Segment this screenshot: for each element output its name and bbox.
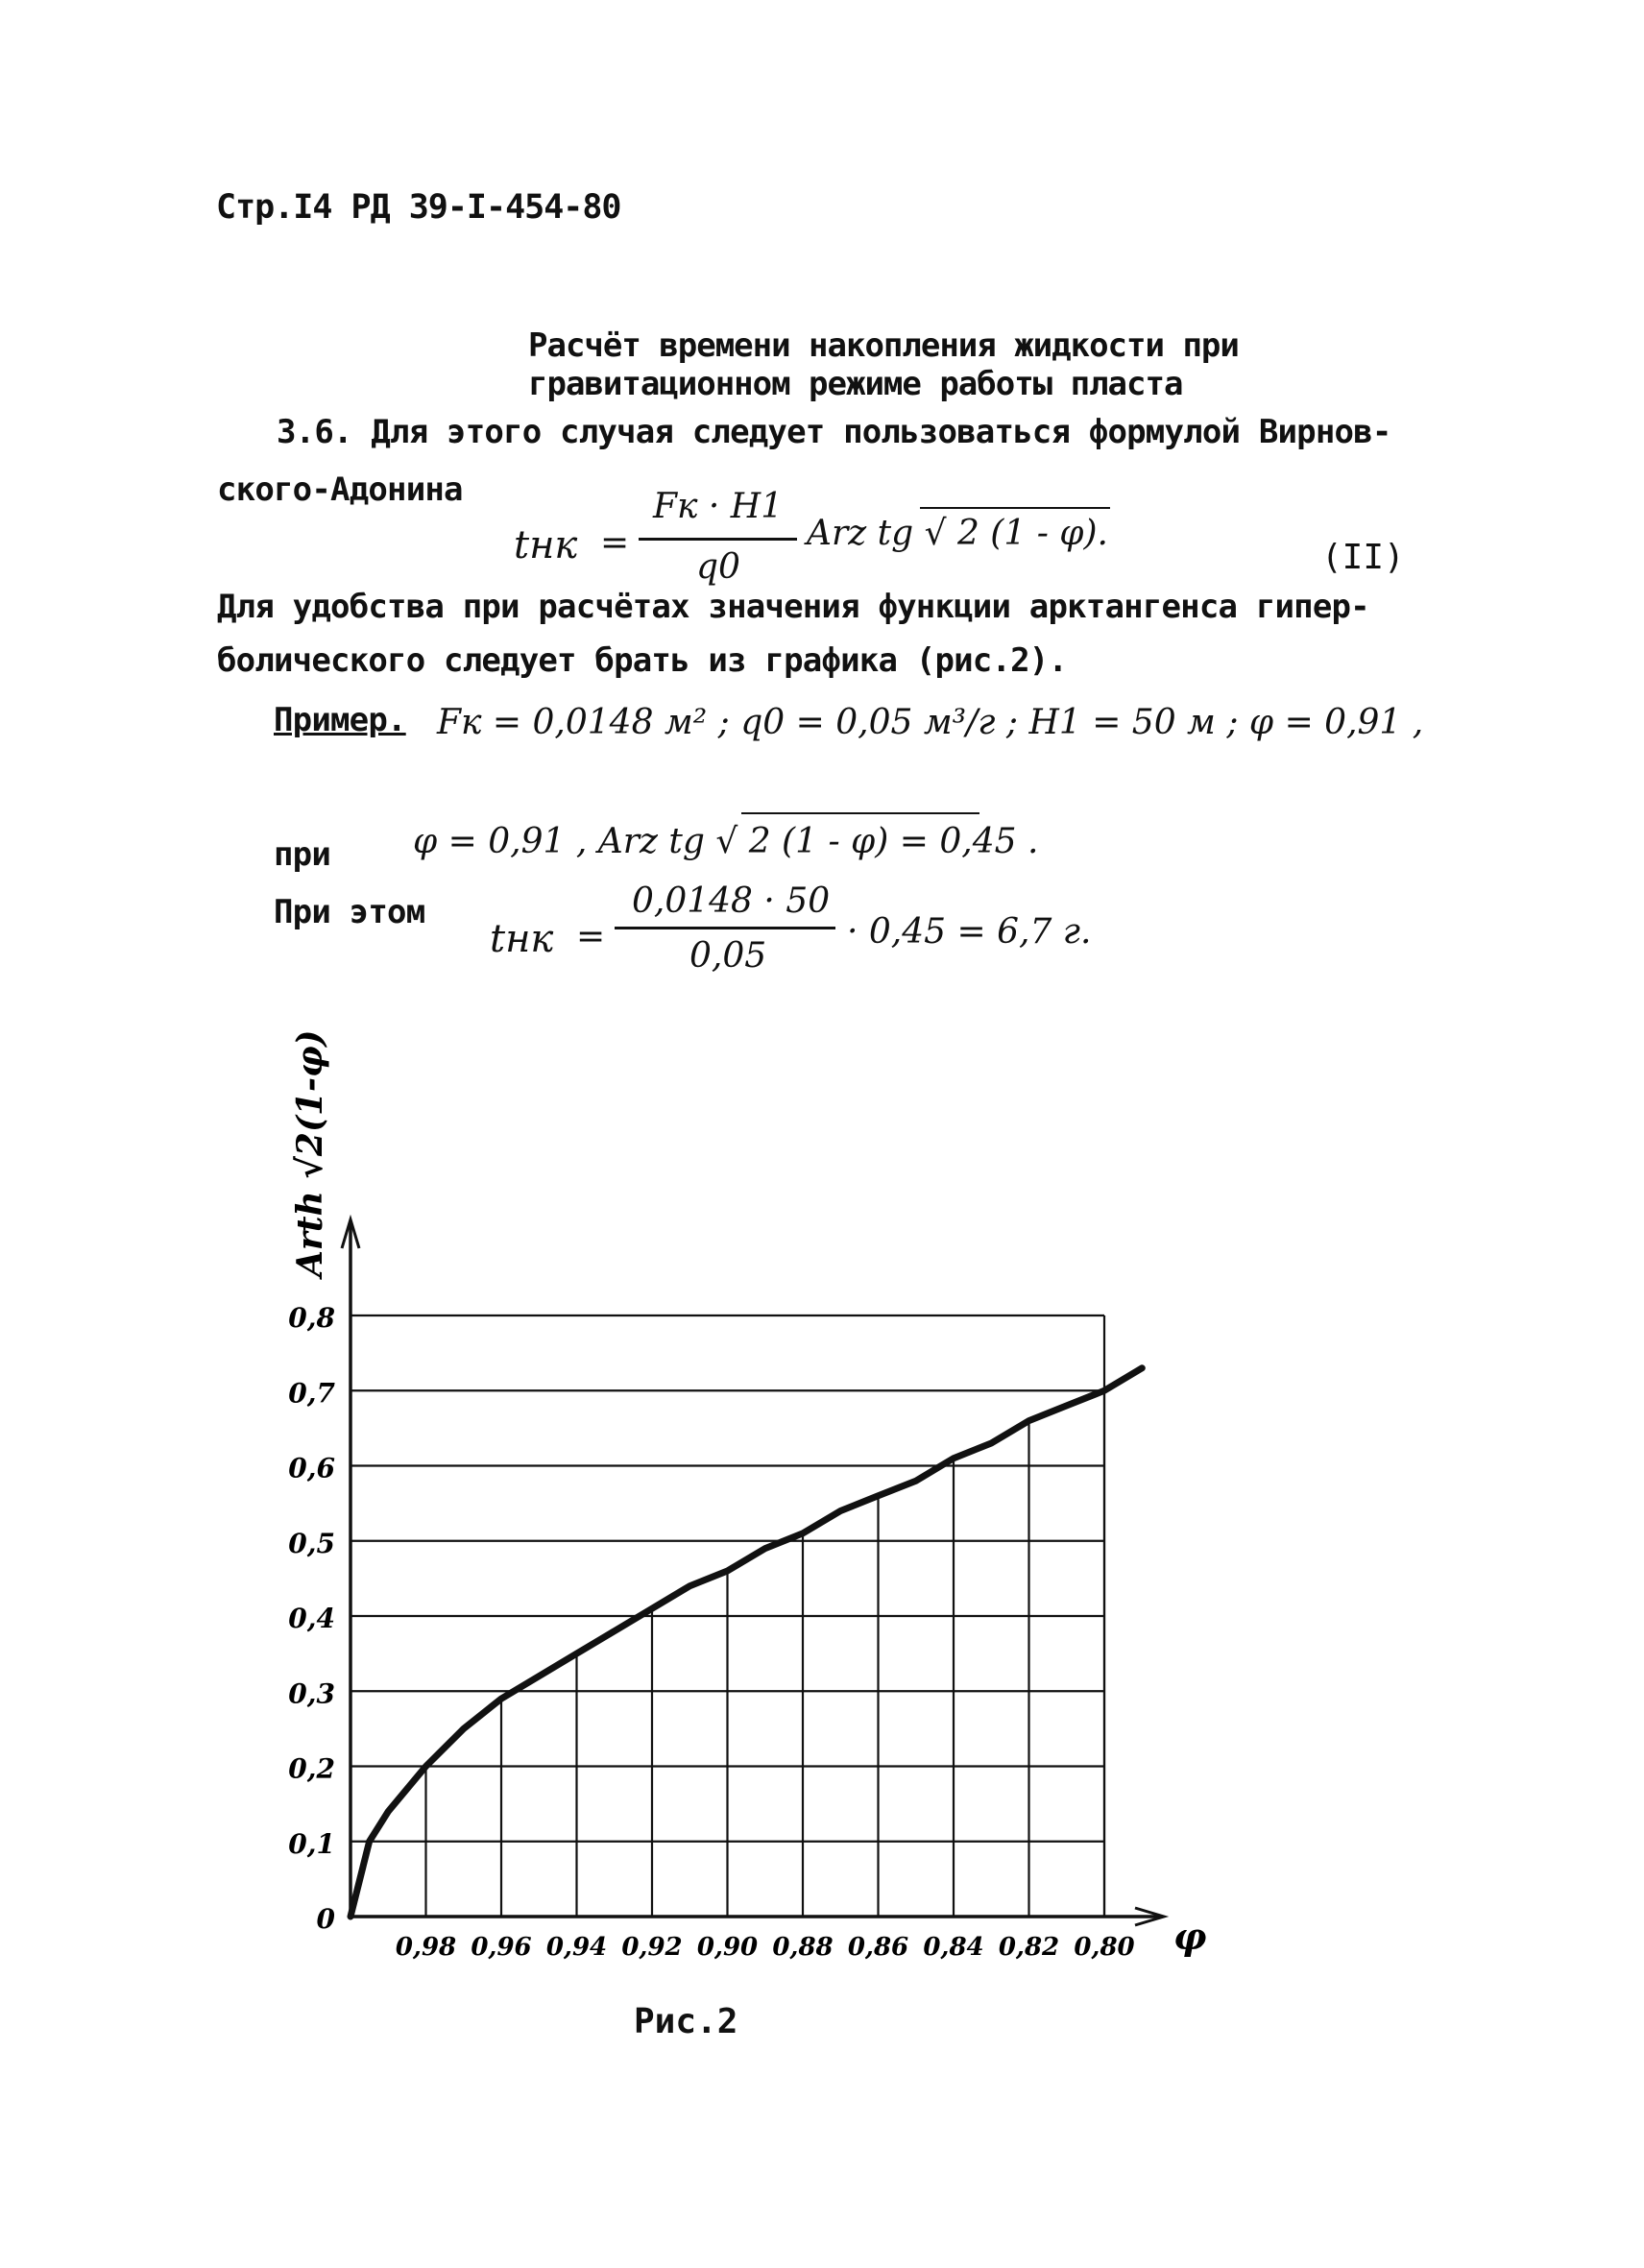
- y-tick-label: 0,3: [288, 1677, 335, 1710]
- pri-etom-label: При этом: [274, 893, 425, 931]
- y-tick-label: 0,2: [288, 1752, 335, 1785]
- calc-lhs: tнк: [490, 917, 554, 961]
- x-tick-label: 0,90: [696, 1933, 759, 1962]
- heading-line-2: гравитационном режиме работы пласта: [528, 365, 1183, 403]
- x-tick-label: 0,84: [923, 1933, 984, 1962]
- y-tick-label: 0: [316, 1903, 335, 1935]
- paragraph-3-6-line-2: ского-Адонина: [217, 470, 463, 509]
- example-label: Пример.: [274, 701, 406, 739]
- formula-numerator: Fк · H1: [653, 487, 784, 526]
- example-values: Fк = 0,0148 м² ; q0 = 0,05 м³/г ; H1 = 50 м ; φ = 0,91 ,: [437, 703, 1424, 742]
- y-tick-label: 0,8: [288, 1302, 335, 1334]
- paragraph-2-line-2: болического следует брать из графика (рис.2).: [217, 641, 1068, 680]
- x-tick-label: 0,86: [847, 1933, 909, 1962]
- figure-caption: Рис.2: [634, 2002, 738, 2041]
- calc-equals: =: [576, 917, 606, 956]
- y-tick-label: 0,5: [288, 1527, 335, 1559]
- pri-expression: φ = 0,91 , Arz tg √ 2 (1 - φ) = 0,45 .: [413, 822, 1039, 861]
- paragraph-3-6-line-1: 3.6. Для этого случая следует пользоваться формулой Вирнов-: [277, 413, 1391, 451]
- x-tick-label: 0,80: [1074, 1933, 1135, 1962]
- x-axis-label: φ: [1173, 1915, 1207, 1958]
- y-axis-label: Arth √2(1-φ): [290, 1029, 330, 1277]
- x-tick-label: 0,92: [621, 1933, 683, 1962]
- arth-curve: [351, 1368, 1142, 1917]
- formula-function: Arz tg √ 2 (1 - φ).: [807, 514, 1108, 553]
- x-tick-label: 0,94: [545, 1933, 608, 1962]
- x-tick-label: 0,82: [998, 1933, 1060, 1962]
- formula-lhs: tнк: [514, 523, 578, 567]
- page-header: Стр.I4 РД 39-I-454-80: [216, 188, 621, 227]
- formula-number: (II): [1321, 538, 1405, 577]
- pri-label: при: [274, 835, 331, 874]
- heading-line-1: Расчёт времени накопления жидкости при: [528, 326, 1239, 365]
- calc-numerator: 0,0148 · 50: [632, 881, 831, 921]
- x-tick-label: 0,88: [772, 1933, 834, 1962]
- y-tick-label: 0,1: [288, 1827, 335, 1860]
- formula-equals: =: [600, 523, 630, 563]
- y-tick-label: 0,7: [288, 1377, 335, 1410]
- x-tick-label: 0,96: [471, 1933, 532, 1962]
- x-tick-label: 0,98: [395, 1933, 457, 1962]
- calc-denominator: 0,05: [689, 936, 767, 976]
- formula-denominator: q0: [696, 547, 740, 587]
- paragraph-2-line-1: Для удобства при расчётах значения функции арктангенса гипер-: [217, 588, 1369, 626]
- y-tick-label: 0,6: [288, 1452, 335, 1484]
- y-tick-label: 0,4: [288, 1603, 335, 1634]
- calc-tail: · 0,45 = 6,7 г.: [847, 912, 1092, 952]
